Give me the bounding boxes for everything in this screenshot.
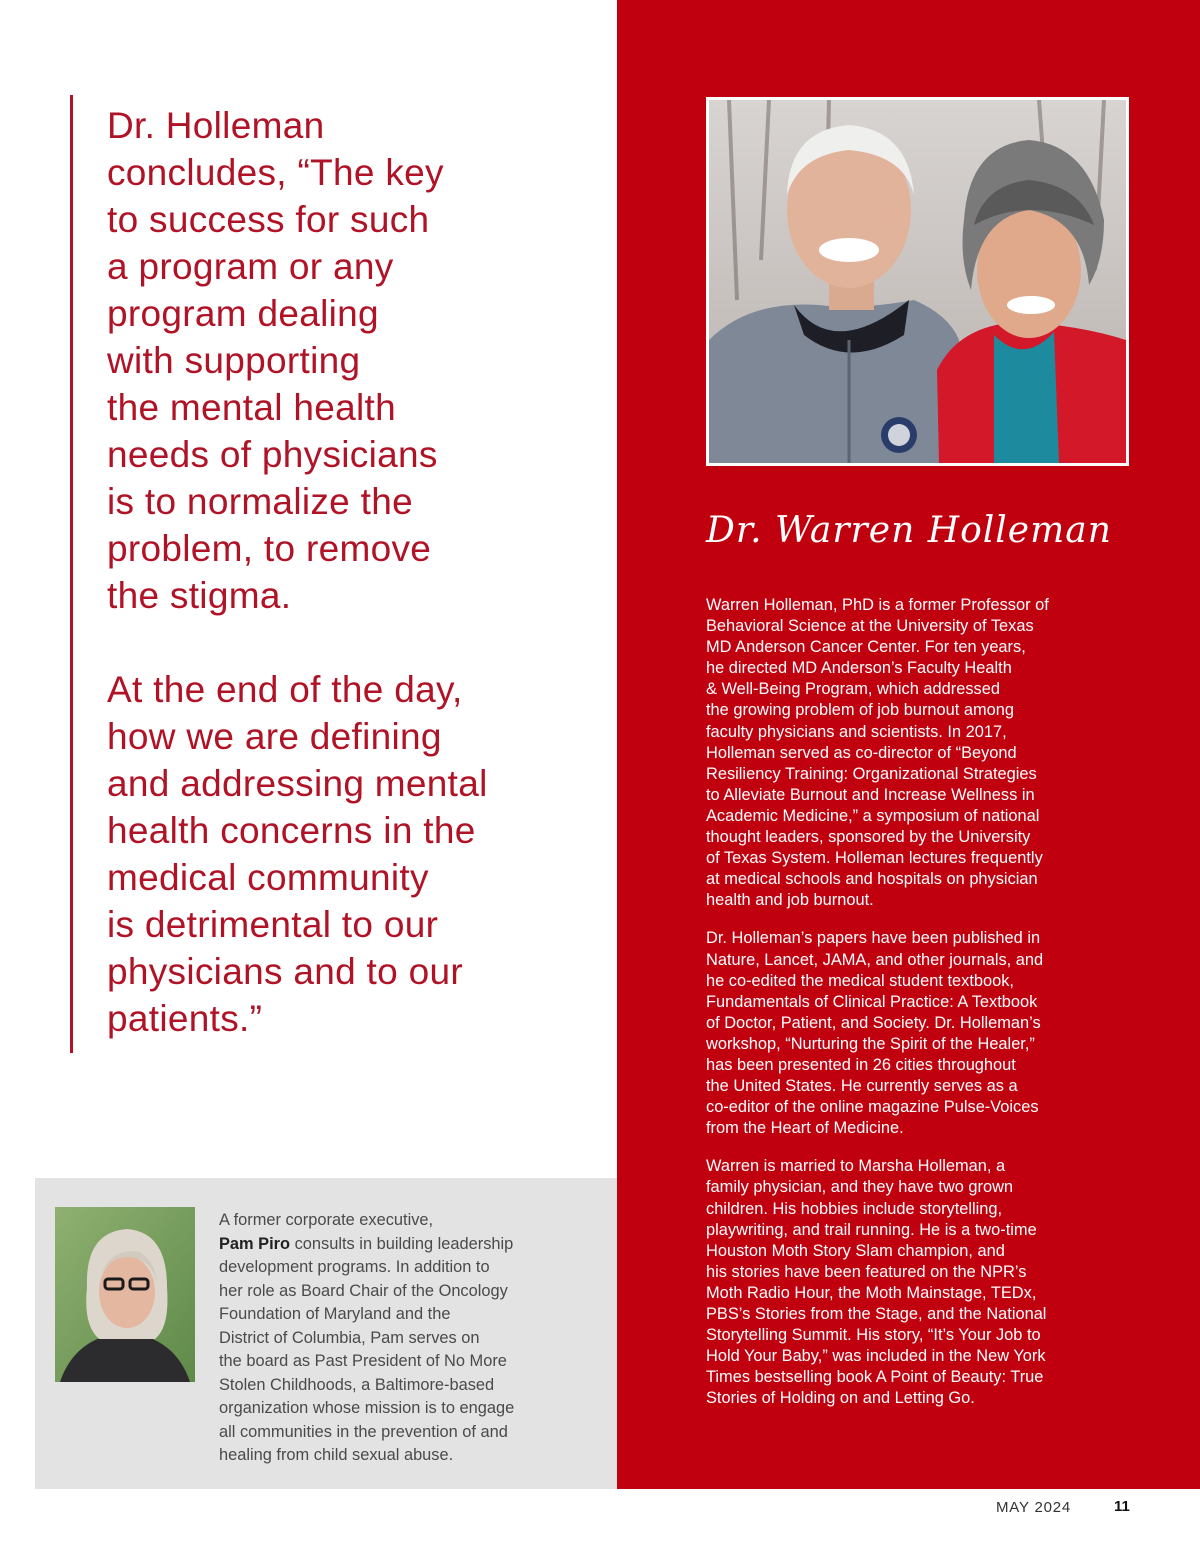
author-description: consults in building leadership development programs. In addition to her role as Board Chair of the Oncology Foundation of Maryland and the District of Columbia, Pam serves on the board as Past President of No More Stolen Childhoods, a Baltimore-based organization whose mission is to engage all communities in the prevention of and healing from child sexual abuse. <box>219 1234 515 1464</box>
couple-photo-illustration <box>709 100 1126 463</box>
bio-paragraph-3: Warren is married to Marsha Holleman, a family physician, and they have two grown children. His hobbies include storytelling, playwriting, and trail running. He is a two-time Houston Moth Story Slam champion, and his stories have been featured on the NPR’s Moth Radio Hour, the Moth Mainstage, TEDx, PBS’s Stories from the Stage, and the National Storytelling Summit. His story, “It’s Your Job to Hold Your Baby,” was included in the New York Times bestselling book A Point of Beauty: True Stories of Holding on and Letting Go. <box>706 1157 1047 1408</box>
author-photo <box>55 1207 195 1382</box>
quote-rule <box>70 95 73 1053</box>
author-name: Pam Piro <box>219 1234 291 1253</box>
bio-paragraph-2: Dr. Holleman’s papers have been published in Nature, Lancet, JAMA, and other journals, and he co-edited the medical student textbook, Fundamentals of Clinical Practice: A Textbook of Doctor, Patient, and Society. Dr. Holleman’s workshop, “Nurturing the Spirit of the Healer,” has been presented in 26 cities throughout the United States. He currently serves as a co-editor of the online magazine Pulse-Voices from the Heart of Medicine. <box>706 929 1044 1138</box>
issue-date: MAY 2024 <box>996 1499 1072 1516</box>
author-intro: A former corporate executive, <box>219 1211 434 1229</box>
page-number: 11 <box>1114 1498 1130 1515</box>
pull-quote <box>107 102 577 1042</box>
quote-paragraph-2: At the end of the day, how we are defining and addressing mental health concerns in the medical community is detrimental to our physicians and to our patients.” <box>107 669 488 1039</box>
author-photo-illustration <box>55 1207 195 1382</box>
author-bio <box>219 1209 589 1468</box>
profile-signature: Dr. Warren Holleman <box>706 510 1112 551</box>
profile-bio <box>706 595 1136 1409</box>
bio-paragraph-1: Warren Holleman, PhD is a former Professor of Behavioral Science at the University of Texas MD Anderson Cancer Center. For ten years, he directed MD Anderson’s Faculty Health & Well-Being Program, which addressed the growing problem of job burnout among faculty physicians and scientists. In 2017, Holleman served as co-director of “Beyond Resiliency Training: Organizational Strategies to Alleviate Burnout and Increase Wellness in Academic Medicine,” a symposium of national thought leaders, sponsored by the University of Texas System. Holleman lectures frequently at medical schools and hospitals on physician health and job burnout. <box>706 596 1049 910</box>
holleman-couple-photo <box>706 97 1129 466</box>
quote-paragraph-1: Dr. Holleman concludes, “The key to success for such a program or any program dealing with supporting the mental health needs of physicians is to normalize the problem, to remove the stigma. <box>107 105 444 616</box>
